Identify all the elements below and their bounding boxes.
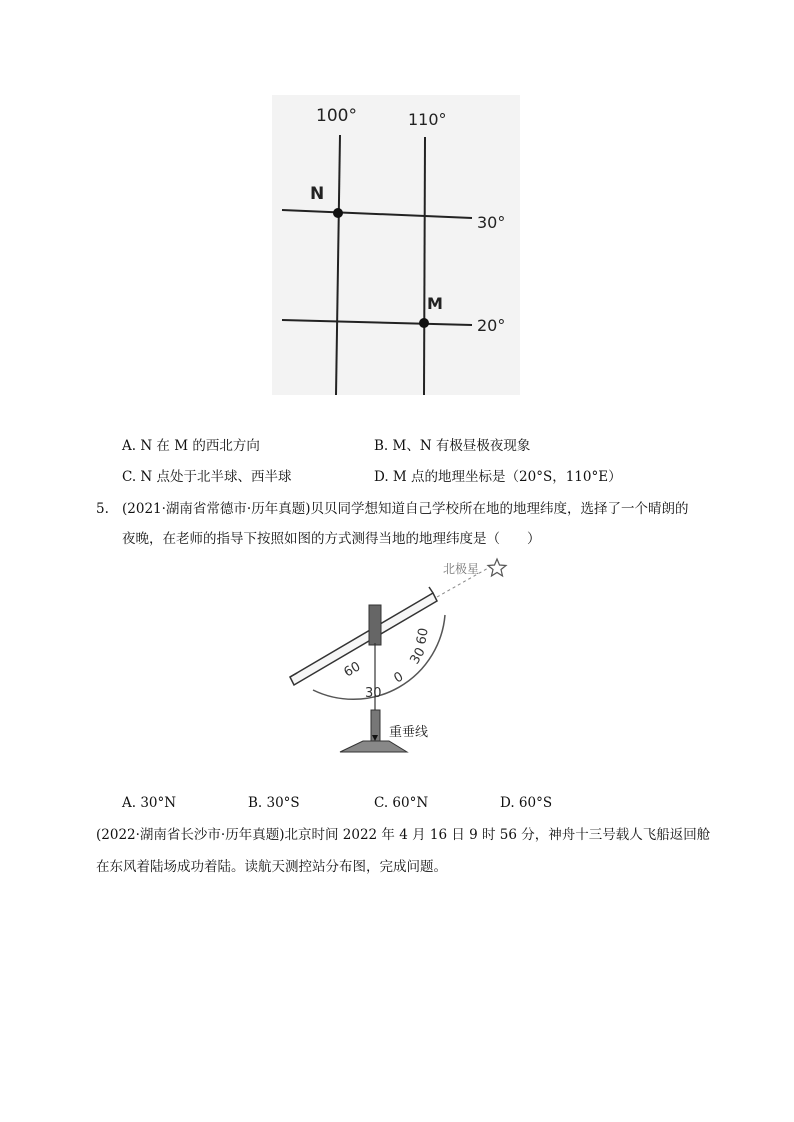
q5-stem-line1: (2021·湖南省常德市·历年真题)贝贝同学想知道自己学校所在地的地理纬度，选择了一个晴朗的	[122, 501, 689, 517]
passage-line1: (2022·湖南省长沙市·历年真题)北京时间 2022 年 4 月 16 日 9 时 56 分，神舟十三号载人飞船返回舱	[96, 827, 711, 843]
latlong-grid-figure	[272, 95, 520, 395]
q5-option-d: D. 60°S	[500, 795, 553, 811]
q5-option-b: B. 30°S	[248, 795, 300, 811]
q4-option-b: B. M、N 有极昼极夜现象	[374, 438, 531, 454]
stand-base	[340, 741, 407, 752]
latitude-measure-figure	[285, 555, 520, 755]
point-n-dot	[333, 208, 343, 218]
point-m-dot	[419, 318, 429, 328]
latlong-grid-diagram	[272, 95, 520, 395]
point-m-label: M	[427, 294, 443, 313]
q5-stem-line2: 夜晚，在老师的指导下按照如图的方式测得当地的地理纬度是（ ）	[122, 531, 541, 547]
scale-30-left: 30	[365, 686, 382, 701]
pole-top	[369, 605, 381, 645]
latitude-measure-diagram	[285, 555, 520, 755]
ruler-end-tick	[429, 587, 433, 593]
lat-top-label: 30°	[477, 213, 506, 232]
lon-left-label: 100°	[316, 106, 357, 126]
star-icon	[488, 559, 506, 576]
parallel-20	[282, 320, 472, 325]
lon-right-label: 110°	[408, 110, 447, 129]
q5-option-c: C. 60°N	[374, 795, 429, 811]
scale-0: 0	[391, 669, 407, 687]
q4-option-a: A. N 在 M 的西北方向	[122, 438, 260, 454]
plumb-label: 重垂线	[389, 725, 429, 740]
q4-option-d: D. M 点的地理坐标是（20°S，110°E）	[374, 469, 622, 485]
scale-60-right: 60	[414, 626, 432, 646]
scale-60-left: 60	[341, 659, 364, 681]
q5-option-a: A. 30°N	[122, 795, 177, 811]
parallel-30	[282, 210, 472, 218]
meridian-100	[336, 135, 340, 395]
meridian-110	[424, 137, 425, 395]
passage-line2: 在东风着陆场成功着陆。读航天测控站分布图，完成问题。	[96, 859, 447, 875]
q4-option-c: C. N 点处于北半球、西半球	[122, 469, 292, 485]
scale-30-right: 30	[407, 645, 429, 667]
point-n-label: N	[310, 184, 325, 204]
star-label: 北极星	[443, 562, 480, 576]
q5-number: 5.	[96, 501, 109, 517]
lat-bottom-label: 20°	[477, 316, 506, 335]
